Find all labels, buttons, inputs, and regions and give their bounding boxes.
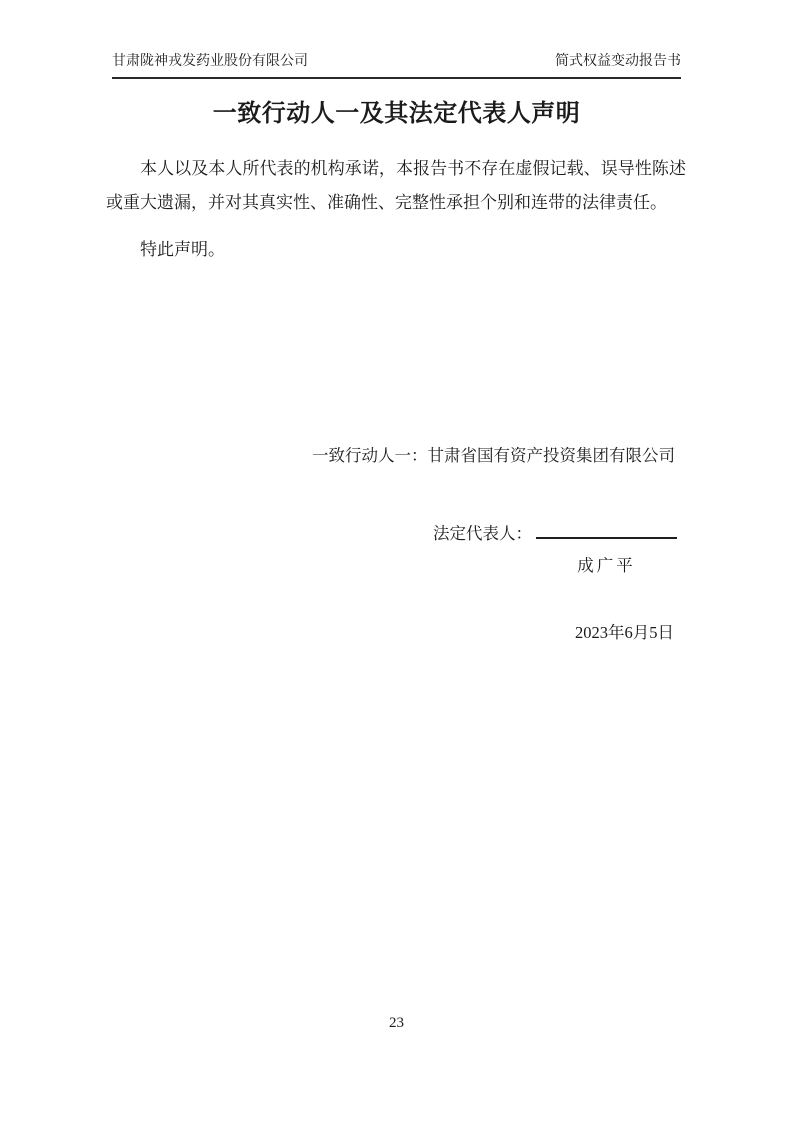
header-company-name: 甘肃陇神戎发药业股份有限公司 [112,54,308,69]
legal-representative-label: 法定代表人： [433,524,532,543]
statement-line: 特此声明。 [140,240,225,259]
legal-representative-line [433,523,677,544]
declaration-title: 一致行动人一及其法定代表人声明 [212,100,581,127]
header-report-name: 简式权益变动报告书 [555,54,681,69]
legal-representative-name: 成广平 [577,556,636,575]
page-number: 23 [389,1015,404,1031]
signature-line [536,523,677,539]
signature-date: 2023年6月5日 [575,623,674,642]
concerted-party-line: 一致行动人一：甘肃省国有资产投资集团有限公司 [312,446,675,465]
commitment-paragraph: 本人以及本人所代表的机构承诺，本报告书不存在虚假记载、误导性陈述或重大遗漏，并对其真实性、准确性、完整性承担个别和连带的法律责任。 [106,159,686,212]
page-header [112,52,681,79]
